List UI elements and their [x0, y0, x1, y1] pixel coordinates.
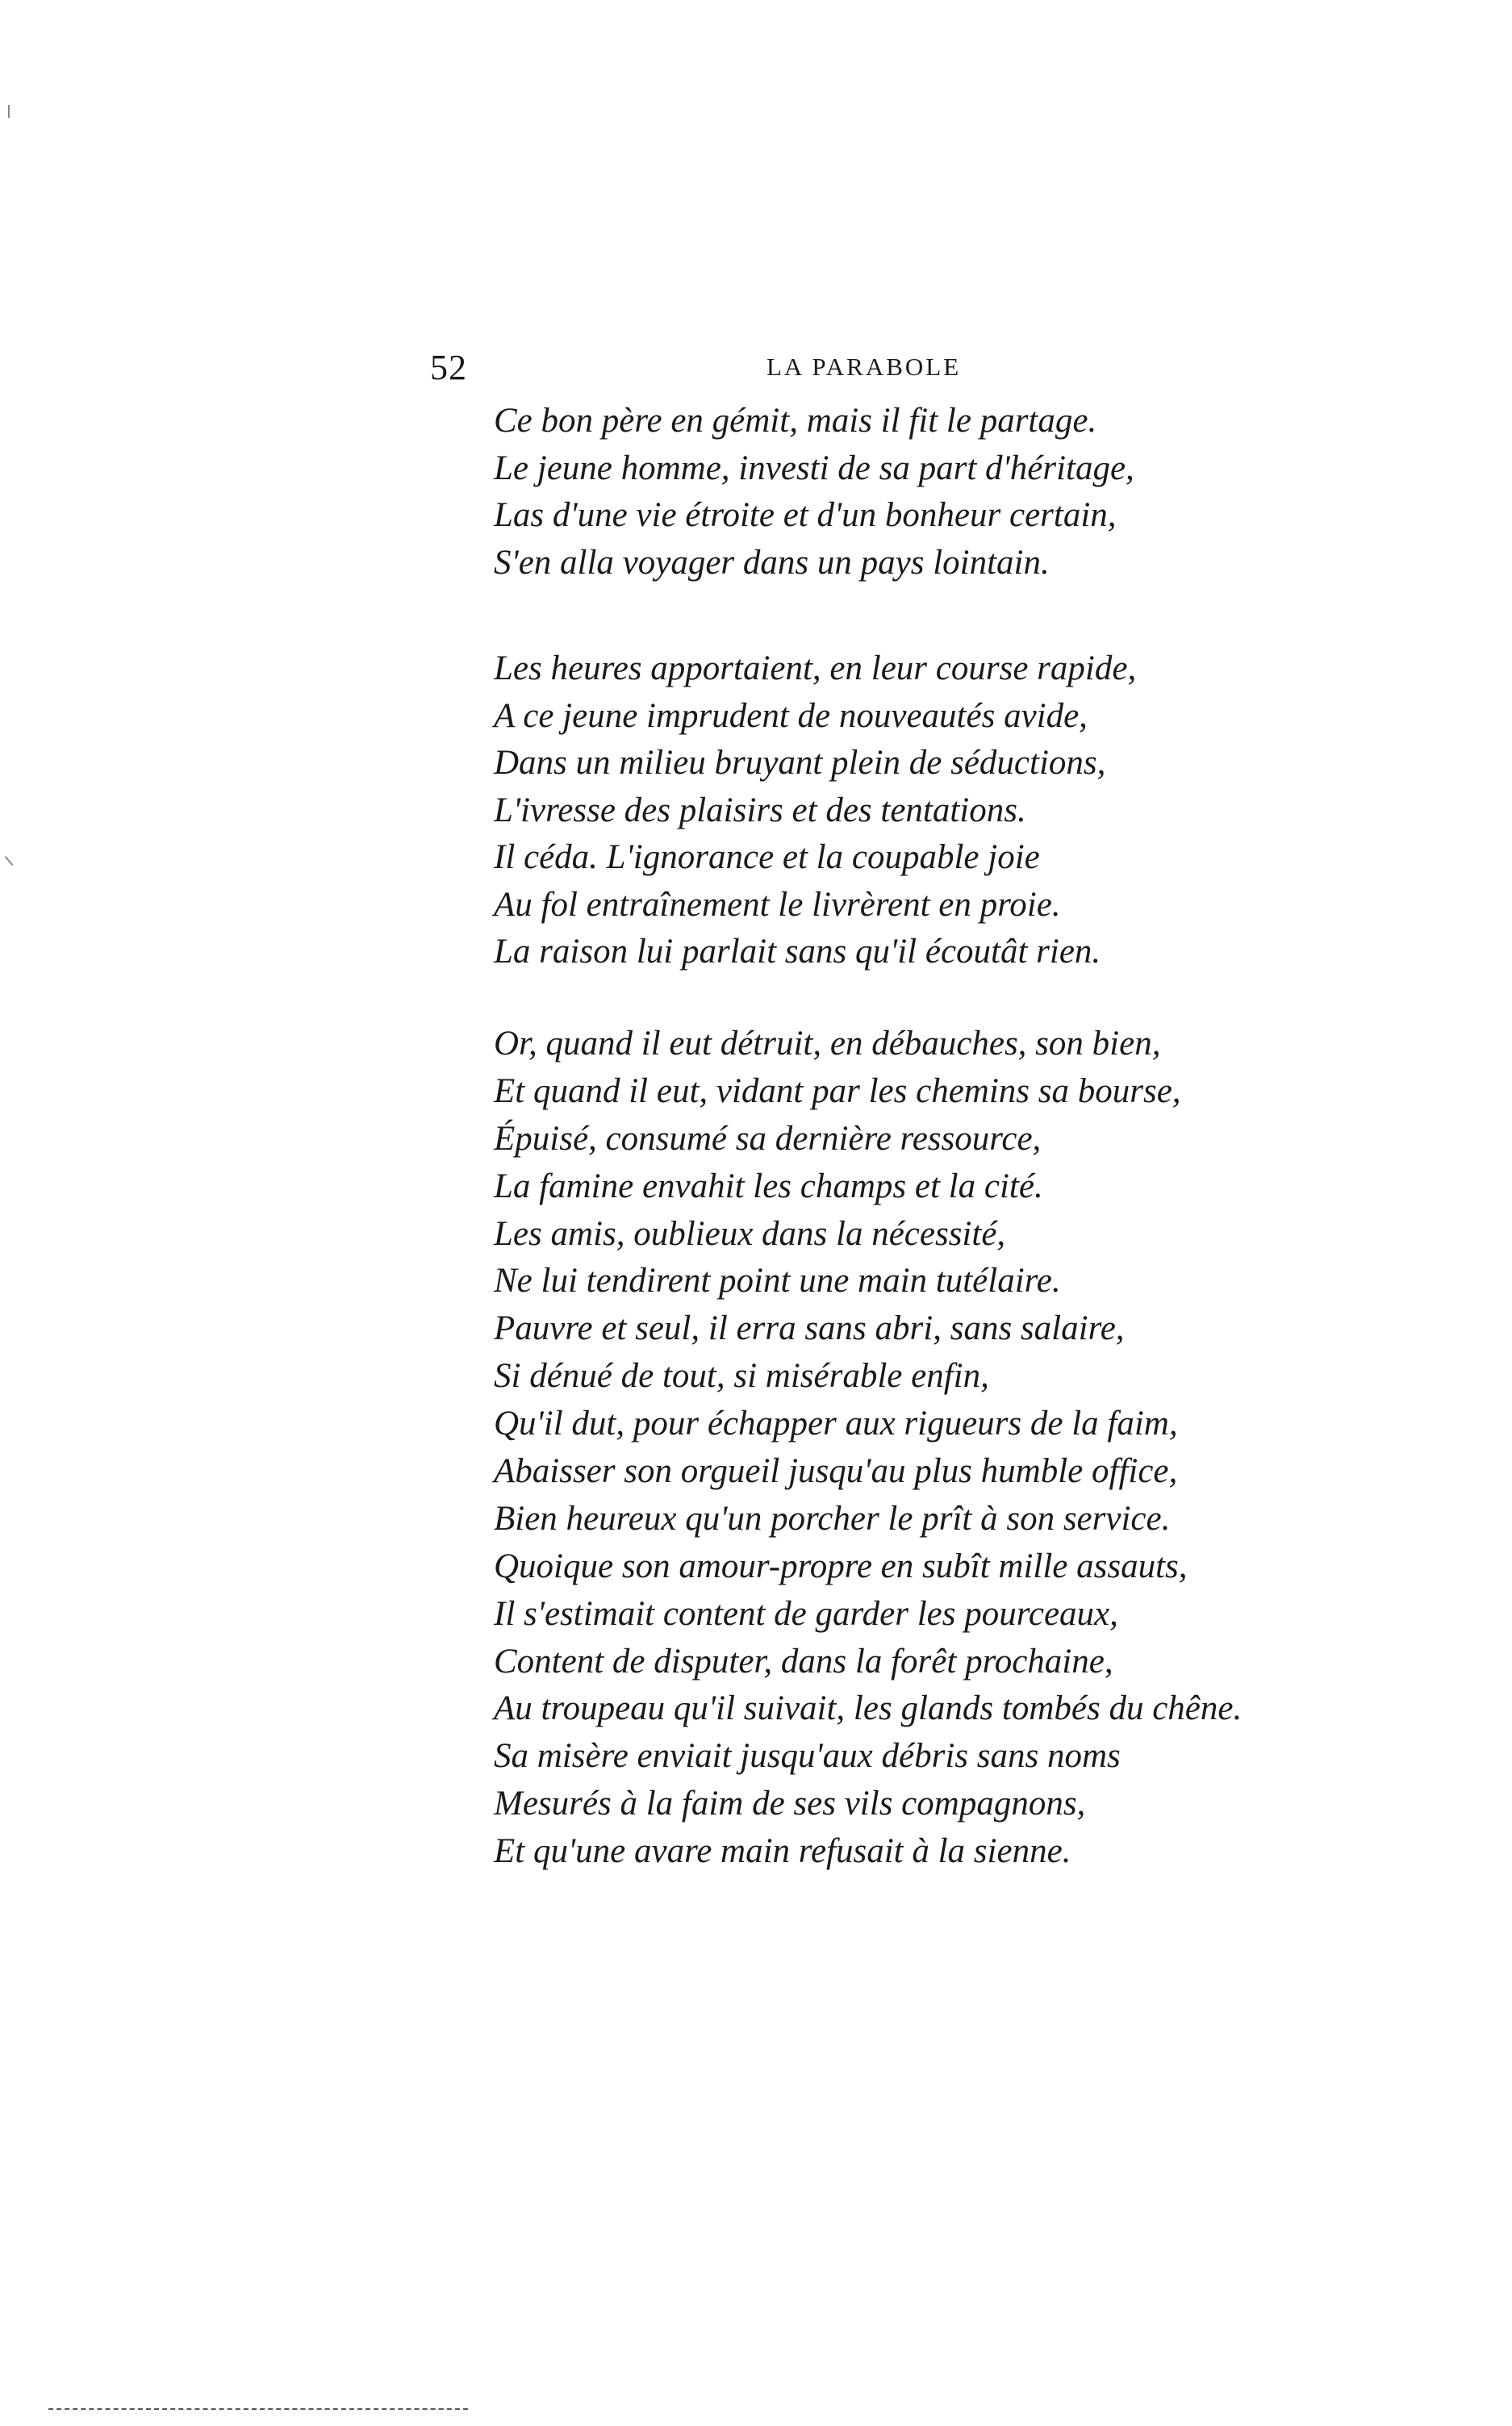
verse-line: Quoique son amour-propre en subît mille assauts, — [494, 1547, 1188, 1585]
stanza-3 — [494, 1021, 1242, 1876]
verse-line: La raison lui parlait sans qu'il écoutât rien. — [494, 933, 1101, 971]
verse-line: S'en alla voyager dans un pays lointain. — [494, 543, 1050, 582]
page-number: 52 — [430, 348, 467, 387]
verse-line: Les amis, oublieux dans la nécessité, — [494, 1214, 1006, 1253]
verse-line: Et qu'une avare main refusait à la sienne. — [494, 1832, 1071, 1871]
verse-line: Dans un milieu bruyant plein de séductions, — [494, 744, 1106, 782]
verse-line: Le jeune homme, investi de sa part d'héritage, — [494, 449, 1134, 487]
verse-line: Mesurés à la faim de ses vils compagnons, — [494, 1785, 1086, 1823]
verse-line: Et quand il eut, vidant par les chemins sa bourse, — [494, 1071, 1181, 1110]
verse-line: Content de disputer, dans la forêt prochaine, — [494, 1642, 1113, 1681]
verse-line: Las d'une vie étroite et d'un bonheur certain, — [494, 496, 1117, 534]
verse-line: Ne lui tendirent point une main tutélaire. — [494, 1262, 1061, 1301]
verse-line: Qu'il dut, pour échapper aux rigueurs de la faim, — [494, 1405, 1178, 1443]
margin-speck — [5, 856, 14, 866]
verse-line: Abaisser son orgueil jusqu'au plus humble office, — [494, 1452, 1178, 1491]
verse-line: L'ivresse des plaisirs et des tentations. — [494, 791, 1026, 829]
verse-line: Si dénué de tout, si misérable enfin, — [494, 1357, 989, 1396]
verse-line: Or, quand il eut détruit, en débauches, son bien, — [494, 1025, 1161, 1063]
verse-line: Sa misère enviait jusqu'aux débris sans noms — [494, 1737, 1121, 1776]
stanza-1 — [494, 398, 1134, 587]
verse-line: Il céda. L'ignorance et la coupable joie — [494, 838, 1040, 876]
verse-line: La famine envahit les champs et la cité. — [494, 1167, 1043, 1205]
verse-line: Au fol entraînement le livrèrent en proie. — [494, 885, 1061, 924]
scan-edge-rule — [48, 2408, 468, 2410]
verse-line: Les heures apportaient, en leur course rapide, — [494, 649, 1137, 687]
verse-line: Ce bon père en gémit, mais il fit le partage. — [494, 402, 1097, 440]
stanza-2 — [494, 645, 1136, 976]
margin-speck — [8, 105, 10, 118]
verse-line: A ce jeune imprudent de nouveautés avide, — [494, 696, 1088, 735]
running-title: LA PARABOLE — [766, 353, 962, 381]
verse-line: Pauvre et seul, il erra sans abri, sans salaire, — [494, 1309, 1125, 1348]
verse-line: Au troupeau qu'il suivait, les glands tombés du chêne. — [494, 1689, 1243, 1728]
verse-line: Il s'estimait content de garder les pourceaux, — [494, 1594, 1118, 1633]
verse-line: Bien heureux qu'un porcher le prît à son service. — [494, 1499, 1171, 1538]
verse-line: Épuisé, consumé sa dernière ressource, — [494, 1119, 1042, 1158]
